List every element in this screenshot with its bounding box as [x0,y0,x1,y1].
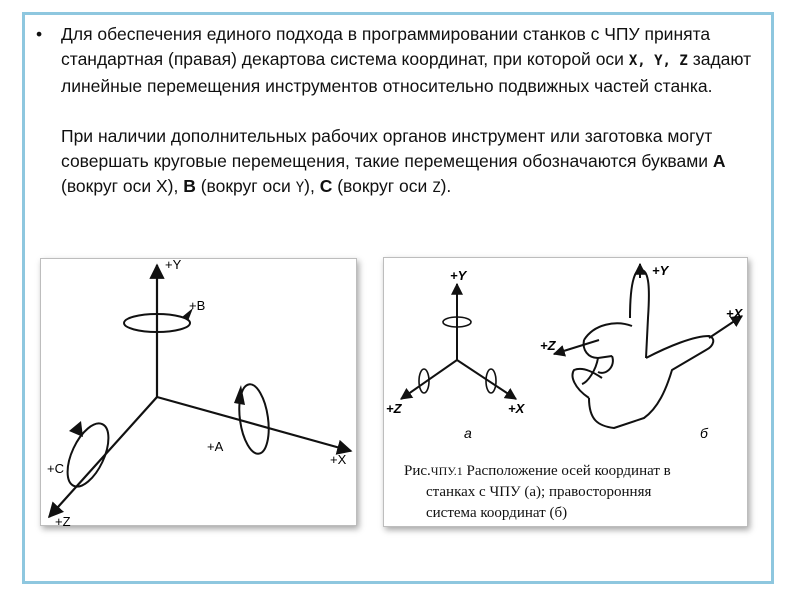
letter-a: A [712,151,726,171]
around-z-close: ). [440,176,452,196]
x-axis [157,397,351,451]
label-plus-y: +Y [165,259,182,272]
paragraph-coordinate-system [61,22,776,99]
small-label-y: +Y [450,268,467,283]
textbook-figure [383,257,748,527]
letter-b: B [183,176,196,196]
paragraph1-text-start: Для обеспечения единого подхода в программировании станков с ЧПУ принята стандартная (правая) декартова система координат, при которой оси [61,24,711,69]
letter-c: C [319,176,333,196]
paragraph2-text-start: При наличии дополнительных рабочих органов инструмент или заготовка могут совершать круговые перемещения, такие перемещения обозначаются буквами [61,126,713,171]
around-x-text: (вокруг оси X), [61,176,184,196]
axes-rotation-diagram [41,259,358,527]
figure-caption [404,461,744,524]
caption-line-3: система координат (б) [426,505,568,521]
label-plus-b: +B [189,298,206,313]
small-label-x: +X [508,401,525,416]
small-label-z: +Z [386,401,402,416]
around-z-text: (вокруг оси [332,176,433,196]
label-plus-x: +X [330,452,347,467]
axis-y-letter: Y [295,180,305,196]
axes-xyz: X, Y, Z [628,53,688,69]
caption-line-2: станках с ЧПУ (а); правосторонняя [426,484,652,500]
axis-z-letter: Z [432,180,441,196]
paragraph-rotary-axes [61,124,776,201]
small-axes-a [386,268,526,441]
hand-label-y: +Y [652,263,669,278]
label-plus-c: +C [47,461,64,476]
hand-label-x: +X [726,306,743,321]
subfigure-b-label: б [700,425,708,441]
figure-number: ЧПУ.1 [430,464,463,478]
c-rotation-arrowhead [69,421,83,437]
around-y-text: (вокруг оси [195,176,296,196]
paragraph1-text-end: задают линейные перемещения инструментов относительно подвижных частей станка. [61,49,752,96]
hand-drawing-icon [554,264,742,428]
z-axis [49,397,157,517]
bullet-list [36,22,776,201]
label-plus-z: +Z [55,514,71,527]
label-plus-a: +A [207,439,224,454]
caption-line-1: Рис.ЧПУ.1 Расположение осей координат в [404,463,671,479]
c-rotation-icon [59,417,117,492]
axes-rotation-figure [40,258,357,526]
hand-label-z: +Z [540,338,556,353]
hand-z-arrow [554,340,599,354]
bullet-marker: • [36,24,43,44]
subfigure-a-label: a [464,425,472,441]
around-y-close: ), [304,176,320,196]
